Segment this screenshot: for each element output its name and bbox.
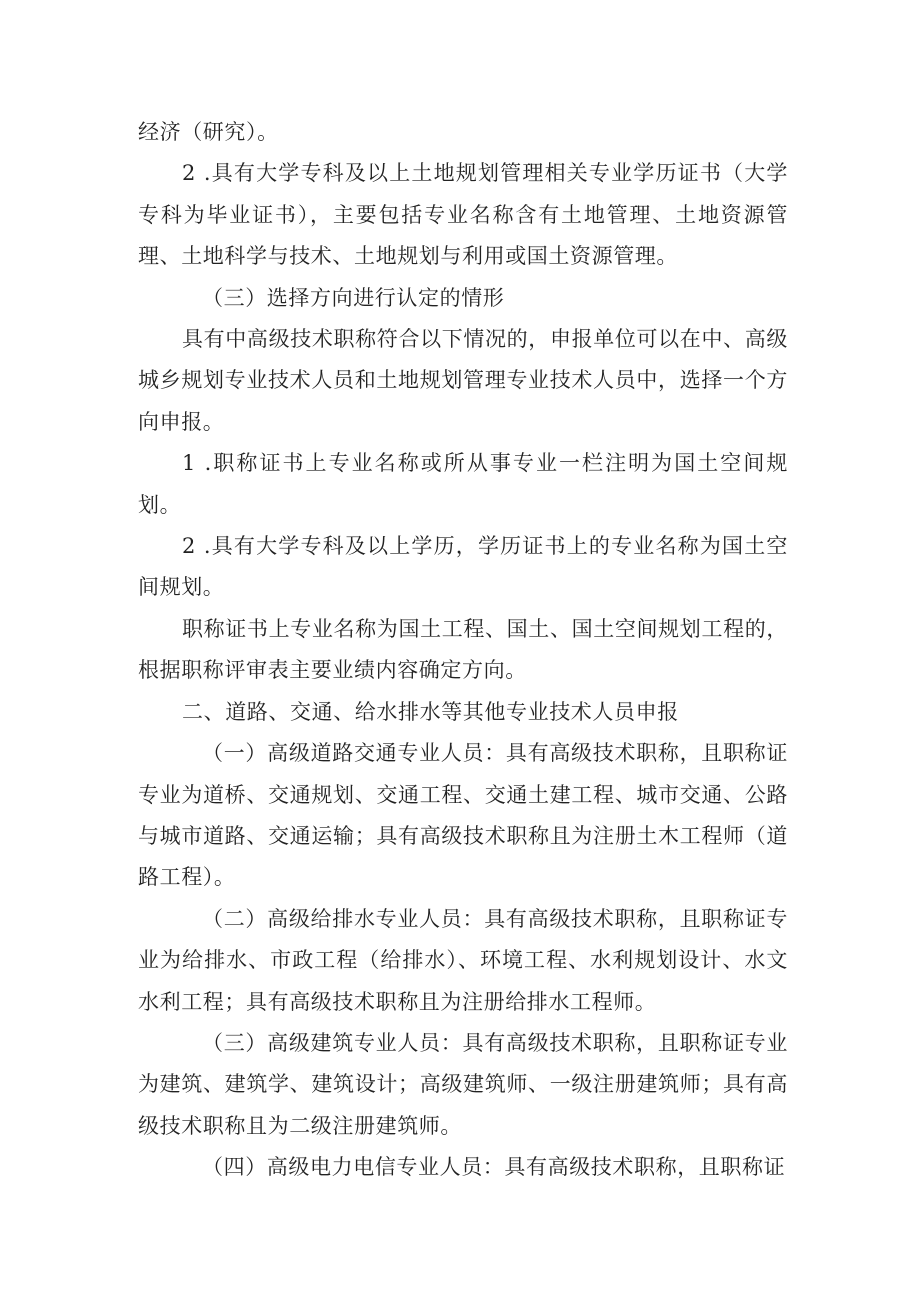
section-heading-choose-direction: （三）选择方向进行认定的情形 (202, 285, 505, 310)
paragraph-land-planning-degree: 2 .具有大学专科及以上土地规划管理相关专业学历证书（大学专科为毕业证书），主要包括专业名称含有土地管理、土地资源管理、土地科学与技术、土地规划与利用或国土资源管理。 (138, 161, 788, 269)
paragraph-power-telecom-staff: （四）高级电力电信专业人员：具有高级技术职称，且职称证 (202, 1155, 786, 1180)
document-body (138, 112, 788, 1189)
paragraph-economy-research: 经济（研究）。 (138, 120, 279, 144)
paragraph-road-traffic-staff: （一）高级道路交通专业人员：具有高级技术职称，且职称证专业为道桥、交通规划、交通工程、交通土建工程、城市交通、公路与城市道路、交通运输；具有高级技术职称且为注册土木工程师（道路工程）。 (138, 741, 788, 890)
paragraph-degree-spatial-planning: 2 .具有大学专科及以上学历，学历证书上的专业名称为国土空间规划。 (138, 534, 788, 600)
section-heading-other-professionals: 二、道路、交通、给水排水等其他专业技术人员申报 (182, 699, 679, 724)
paragraph-choose-direction-intro: 具有中高级技术职称符合以下情况的，申报单位可以在中、高级城乡规划专业技术人员和土地规划管理专业技术人员中，选择一个方向申报。 (138, 327, 788, 434)
paragraph-water-supply-drainage-staff: （二）高级给排水专业人员：具有高级技术职称，且职称证专业为给排水、市政工程（给排水）、环境工程、水利规划设计、水文水利工程；具有高级技术职称且为注册给排水工程师。 (138, 906, 788, 1014)
paragraph-title-certificate-spatial-planning: 1 .职称证书上专业名称或所从事专业一栏注明为国土空间规划。 (138, 451, 788, 517)
paragraph-direction-by-performance: 职称证书上专业名称为国土工程、国土、国土空间规划工程的，根据职称评审表主要业绩内容确定方向。 (138, 616, 788, 683)
paragraph-architecture-staff: （三）高级建筑专业人员：具有高级技术职称，且职称证专业为建筑、建筑学、建筑设计；高级建筑师、一级注册建筑师；具有高级技术职称且为二级注册建筑师。 (138, 1030, 788, 1138)
